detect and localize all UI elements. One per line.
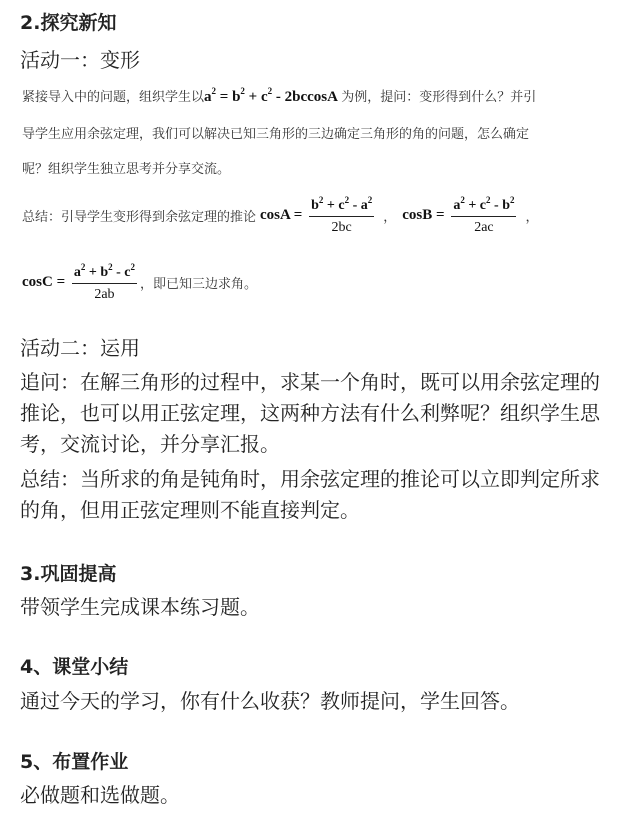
cosA-fraction: $\frac{b^2 + c^2 - a^2}{2bc}$ bbox=[311, 195, 373, 235]
cosC-tail: ，即已知三边求角。 bbox=[140, 276, 258, 291]
section-heading-2: 2.探究新知 bbox=[20, 12, 117, 34]
summary-prefix: 总结：引导学生变形得到余弦定理的推论 bbox=[22, 209, 257, 224]
section-heading-5: 5、布置作业 bbox=[20, 751, 129, 773]
cosA-formula: cosA = $\frac{b^2 + c^2 - a^2}{2bc}$ bbox=[260, 195, 373, 235]
section-heading-4: 4、课堂小结 bbox=[20, 656, 129, 678]
text-segment: 为例，提问：变形得到什么？并引 bbox=[341, 89, 537, 104]
text-segment: 紧接导入中的问题，组织学生以 bbox=[22, 89, 205, 104]
section-3-text: 带领学生完成课本练习题。 bbox=[20, 595, 260, 619]
section-5-text: 必做题和选做题。 bbox=[20, 783, 180, 807]
cosC-formula: cosC = $\frac{a^2 + b^2 - c^2}{2ab}$ bbox=[22, 262, 136, 302]
activity-2-question: 追问：在解三角形的过程中，求某一个角时，既可以用余弦定理的推论，也可以用正弦定理，这两种方法有什么利弊呢？组织学生思考，交流讨论，并分享汇报。 bbox=[20, 370, 600, 456]
activity-2-title: 活动二：运用 bbox=[20, 336, 140, 360]
cosB-formula: cosB = $\frac{a^2 + c^2 - b^2}{2ac}$ bbox=[402, 195, 515, 235]
equation-law-of-cosines: $a^2 = b^2 + c^2 - 2bccosA$ bbox=[204, 86, 338, 105]
comma: ， bbox=[383, 209, 397, 224]
section-heading-3: 3.巩固提高 bbox=[20, 563, 117, 585]
activity-1-summary bbox=[22, 195, 539, 236]
activity-1-line-1 bbox=[22, 86, 536, 106]
cosC-fraction: $\frac{a^2 + b^2 - c^2}{2ab}$ bbox=[73, 262, 136, 302]
activity-1-title: 活动一：变形 bbox=[20, 48, 140, 72]
activity-1-line-3: 呢？组织学生独立思考并分享交流。 bbox=[22, 161, 231, 176]
comma: ， bbox=[525, 209, 539, 224]
activity-1-line-2: 导学生应用余弦定理，我们可以解决已知三角形的三边确定三角形的角的问题，怎么确定 bbox=[22, 126, 530, 141]
activity-2-summary: 总结：当所求的角是钝角时，用余弦定理的推论可以立即判定所求的角，但用正弦定理则不能直接判定。 bbox=[20, 467, 600, 522]
activity-1-cosC-line bbox=[22, 262, 257, 303]
cosB-fraction: $\frac{a^2 + c^2 - b^2}{2ac}$ bbox=[453, 195, 515, 235]
section-4-text: 通过今天的学习，你有什么收获？教师提问，学生回答。 bbox=[20, 689, 520, 713]
